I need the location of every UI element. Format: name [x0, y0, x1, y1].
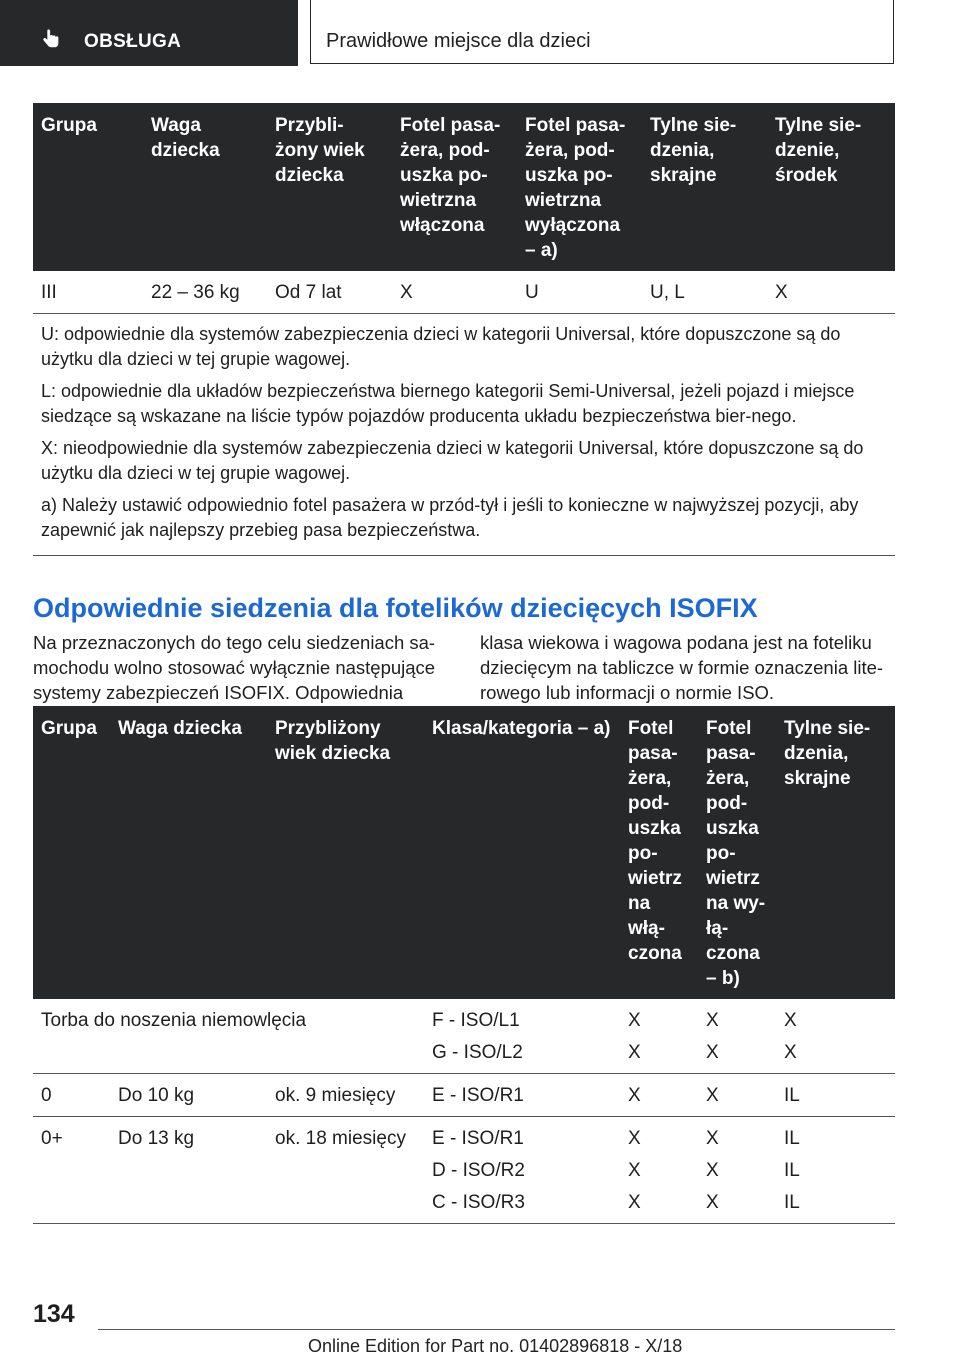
value-line: X	[628, 1085, 641, 1106]
table-cell: U	[517, 271, 642, 314]
table-cell	[698, 999, 776, 1074]
table-header-row	[33, 103, 895, 271]
column-header: Przybli-żony wiek dziecka	[267, 103, 392, 271]
table-cell: 0+	[33, 1117, 110, 1224]
section-text-left: Na przeznaczonych do tego celu siedzeniach sa-mochodu wolno stosować wyłącznie następujące systemy zabezpieczeń ISOFIX. Odpowiednia	[33, 632, 436, 703]
class-line: E - ISO/R1	[432, 1085, 524, 1106]
value-line: X	[628, 1042, 641, 1063]
value-line: X	[706, 1128, 719, 1149]
section-heading: Odpowiednie siedzenia dla fotelików dziecięcych ISOFIX	[33, 593, 758, 623]
value-line: X	[784, 1042, 797, 1063]
table-cell	[424, 1117, 620, 1224]
page-header	[0, 0, 960, 66]
table-cell: Torba do noszenia niemowlęcia	[33, 999, 424, 1074]
value-line: X	[706, 1085, 719, 1106]
note-a: a) Należy ustawić odpowiednio fotel pasażera w przód-tył i jeśli to konieczne w najwyższej pozycji, aby zapewnić jak najlepszy przebieg pasa bezpieczeństwa.	[41, 495, 859, 540]
table-cell	[620, 1117, 698, 1224]
column-header: Tylne sie-dzenia, skrajne	[776, 706, 895, 999]
notes-row	[33, 314, 895, 556]
footer-edition: Online Edition for Part no. 01402896818 - X/18	[308, 1336, 683, 1356]
child-seat-table-universal	[33, 103, 895, 556]
table-cell: III	[33, 271, 143, 314]
column-header: Klasa/kategoria – a)	[424, 706, 620, 999]
column-header: Fotel pasa-żera, pod-uszka po-wietrz na wy-łą-czona – b)	[698, 706, 776, 999]
table-row	[33, 1074, 895, 1117]
table-cell	[776, 999, 895, 1074]
table-cell	[620, 1074, 698, 1117]
column-header: Waga dziecka	[110, 706, 267, 999]
class-line: C - ISO/R3	[432, 1192, 525, 1213]
class-line: G - ISO/L2	[432, 1042, 523, 1063]
table-cell: ok. 9 miesięcy	[267, 1074, 424, 1117]
table-cell	[424, 999, 620, 1074]
section-label: OBSŁUGA	[84, 31, 182, 52]
footer-divider	[98, 1329, 895, 1330]
column-header: Przybliżony wiek dziecka	[267, 706, 424, 999]
value-line: IL	[784, 1128, 800, 1149]
note-x: X: nieodpowiednie dla systemów zabezpieczenia dzieci w kategorii Universal, które dopuszczone są do użytku dla dzieci w tej grupie wagowej.	[41, 438, 864, 483]
column-header: Waga dziecka	[143, 103, 267, 271]
value-line: IL	[784, 1192, 800, 1213]
column-header: Grupa	[33, 706, 110, 999]
value-line: X	[628, 1010, 641, 1031]
table-cell	[698, 1117, 776, 1224]
table-cell	[698, 1074, 776, 1117]
column-header: Grupa	[33, 103, 143, 271]
table-cell: 0	[33, 1074, 110, 1117]
table-cell: Do 10 kg	[110, 1074, 267, 1117]
table-cell: Do 13 kg	[110, 1117, 267, 1224]
table-cell: U, L	[642, 271, 767, 314]
table-row	[33, 1117, 895, 1224]
table-header-row	[33, 706, 895, 999]
class-line: F - ISO/L1	[432, 1010, 520, 1031]
table-cell: 22 – 36 kg	[143, 271, 267, 314]
table-row	[33, 271, 895, 314]
table-cell: Od 7 lat	[267, 271, 392, 314]
column-header: Fotel pasa-żera, pod-uszka po-wietrzna wyłączona – a)	[517, 103, 642, 271]
section-tab	[0, 0, 298, 66]
table-cell	[776, 1074, 895, 1117]
table-cell	[424, 1074, 620, 1117]
section-text-right: klasa wiekowa i wagowa podana jest na foteliku dziecięcym na tabliczce w formie oznaczenia lite-rowego lub informacji o normie ISO.	[480, 632, 884, 703]
table-cell	[620, 999, 698, 1074]
value-line: IL	[784, 1160, 800, 1181]
value-line: X	[706, 1160, 719, 1181]
hand-icon	[40, 28, 62, 50]
value-line: X	[706, 1192, 719, 1213]
value-line: X	[628, 1160, 641, 1181]
isofix-table	[33, 706, 895, 1224]
page-number: 134	[33, 1300, 75, 1328]
table-cell: X	[392, 271, 517, 314]
value-line: X	[706, 1042, 719, 1063]
value-line: IL	[784, 1085, 800, 1106]
class-line: E - ISO/R1	[432, 1128, 524, 1149]
table-cell	[776, 1117, 895, 1224]
page-title: Prawidłowe miejsce dla dzieci	[326, 30, 591, 52]
table-row	[33, 999, 895, 1074]
column-header: Tylne sie-dzenie, środek	[767, 103, 895, 271]
column-header: Tylne sie-dzenia, skrajne	[642, 103, 767, 271]
value-line: X	[628, 1128, 641, 1149]
table-cell: ok. 18 miesięcy	[267, 1117, 424, 1224]
value-line: X	[784, 1010, 797, 1031]
value-line: X	[706, 1010, 719, 1031]
column-header: Fotel pasa-żera, pod-uszka po-wietrzna włączona	[392, 103, 517, 271]
column-header: Fotel pasa-żera, pod-uszka po-wietrz na włą-czona	[620, 706, 698, 999]
table-notes	[33, 314, 895, 556]
note-l: L: odpowiednie dla układów bezpieczeństwa biernego kategorii Semi-Universal, jeżeli pojazd i miejsce siedzące są wskazane na liście typów pojazdów producenta układu bezpieczeństwa bier-nego.	[41, 381, 855, 426]
note-u: U: odpowiednie dla systemów zabezpieczenia dzieci w kategorii Universal, które dopuszczone są do użytku dla dzieci w tej grupie wagowej.	[41, 324, 841, 369]
table-cell: X	[767, 271, 895, 314]
class-line: D - ISO/R2	[432, 1160, 525, 1181]
value-line: X	[628, 1192, 641, 1213]
